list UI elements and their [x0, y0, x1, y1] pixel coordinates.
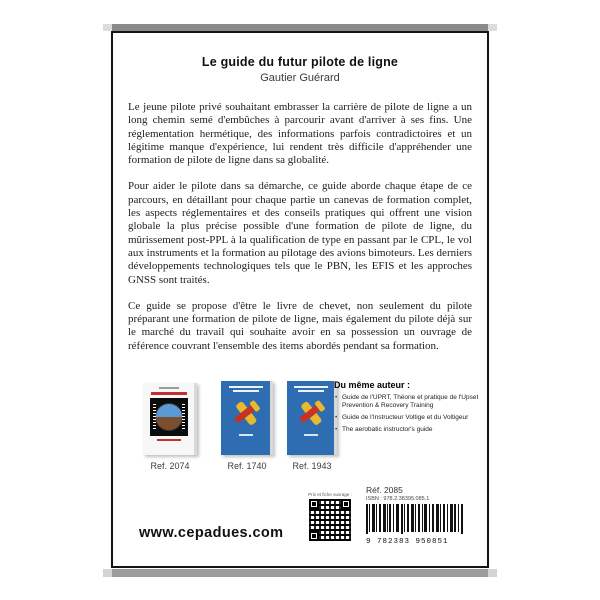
- qr-caption: Prix et fiche ouvrage :: [308, 492, 352, 497]
- cover-title-line: [298, 390, 324, 392]
- back-cover-page: [111, 31, 489, 568]
- cover-title-line: [229, 386, 263, 388]
- qr-code-icon: [308, 498, 352, 542]
- isbn-number: ISBN : 978.2.38395.085.1: [366, 496, 430, 502]
- publisher-line: [304, 434, 318, 436]
- cover-title-line: [233, 390, 259, 392]
- cover-author-line: [159, 387, 179, 389]
- qr-finder-icon: [309, 499, 319, 509]
- book-ref-label: Ref. 1740: [227, 461, 267, 471]
- publisher-website: www.cepadues.com: [139, 525, 284, 541]
- same-author-section: [334, 380, 480, 438]
- qr-finder-icon: [341, 499, 351, 509]
- cover-side-text: [153, 404, 156, 430]
- book-thumbnail-aerobatic-guide: [287, 381, 337, 455]
- page-bottom-edge-cap-left: [103, 569, 112, 577]
- book-ref-label: Ref. 1943: [292, 461, 332, 471]
- same-author-item: • Guide de l'UPRT, Théorie et pratique de l'Upset Prevention & Recovery Training: [334, 394, 480, 410]
- book-thumbnail-voltige: [221, 381, 273, 455]
- book-thumbnail-uprt: [143, 383, 197, 455]
- page-bottom-edge: [112, 569, 488, 577]
- aerobatic-plane-icon: [294, 396, 328, 430]
- cover-side-text: [182, 404, 185, 430]
- same-author-item: • The aerobatic instructor's guide: [334, 426, 480, 434]
- blurb-paragraph: Ce guide se propose d'être le livre de chevet, non seulement du pilote préparant une formation de pilote de ligne, mais également du pilote déjà sur le marché du travail qui souhaite avoir en sa possession un ouvrage de référence couvrant l'ensemble des items abordés pendant sa formation.: [128, 299, 472, 352]
- qr-block: [307, 492, 353, 542]
- page-top-edge-cap-right: [488, 24, 497, 31]
- page-top-edge-cap-left: [103, 24, 112, 31]
- blurb-paragraph: Pour aider le pilote dans sa démarche, ce guide aborde chaque étape de ce parcours, en détaillant pour chaque partie un canevas de formation complet, les aspects réglementaires et des conseils pratiques qui offrent une vision globale la plus précise possible d'une formation de pilote de ligne, du mûrissement post-PPL à la qualification de type en passant par le CPL, le vol aux instruments et la formation au pilotage des avions bimoteurs. Les derniers développements technologiques tels que le PBN, les EFIS et les approches GNSS sont traités.: [128, 180, 472, 286]
- book-title: Le guide du futur pilote de ligne: [201, 55, 399, 69]
- page-bottom-edge-cap-right: [488, 569, 497, 577]
- reference-number: Réf. 2085: [366, 485, 403, 495]
- same-author-list: [334, 394, 480, 434]
- qr-finder-icon: [309, 531, 319, 541]
- aerobatic-plane-icon: [229, 396, 263, 430]
- same-author-heading: Du même auteur :: [334, 380, 411, 390]
- cover-title-line: [151, 392, 187, 395]
- barcode-digits: 9 782383 950851: [366, 538, 449, 546]
- publisher-line: [157, 439, 181, 441]
- attitude-indicator-icon: [150, 398, 188, 436]
- publisher-line: [239, 434, 253, 436]
- page-top-edge: [112, 24, 488, 31]
- blurb-block: [128, 55, 472, 366]
- isbn-block: [366, 485, 470, 546]
- book-author: Gautier Guérard: [260, 72, 340, 84]
- book-ref-label: Ref. 2074: [150, 461, 190, 471]
- blurb-paragraph: Le jeune pilote privé souhaitant embrasser la carrière de pilote de ligne a un long chemin semé d'embûches à parcourir avant d'arriver à ses fins. Une réglementation hermétique, des informations parfois contradictoires et un légitime manque d'expérience, lui rendent très difficile d'appréhender une formation de pilote de ligne dans sa globalité.: [128, 101, 472, 167]
- same-author-item: • Guide de l'Instructeur Voltige et du Voltigeur: [334, 414, 480, 422]
- ean-barcode-icon: [366, 504, 464, 534]
- artificial-horizon-icon: [155, 403, 183, 431]
- cover-title-line: [294, 386, 328, 388]
